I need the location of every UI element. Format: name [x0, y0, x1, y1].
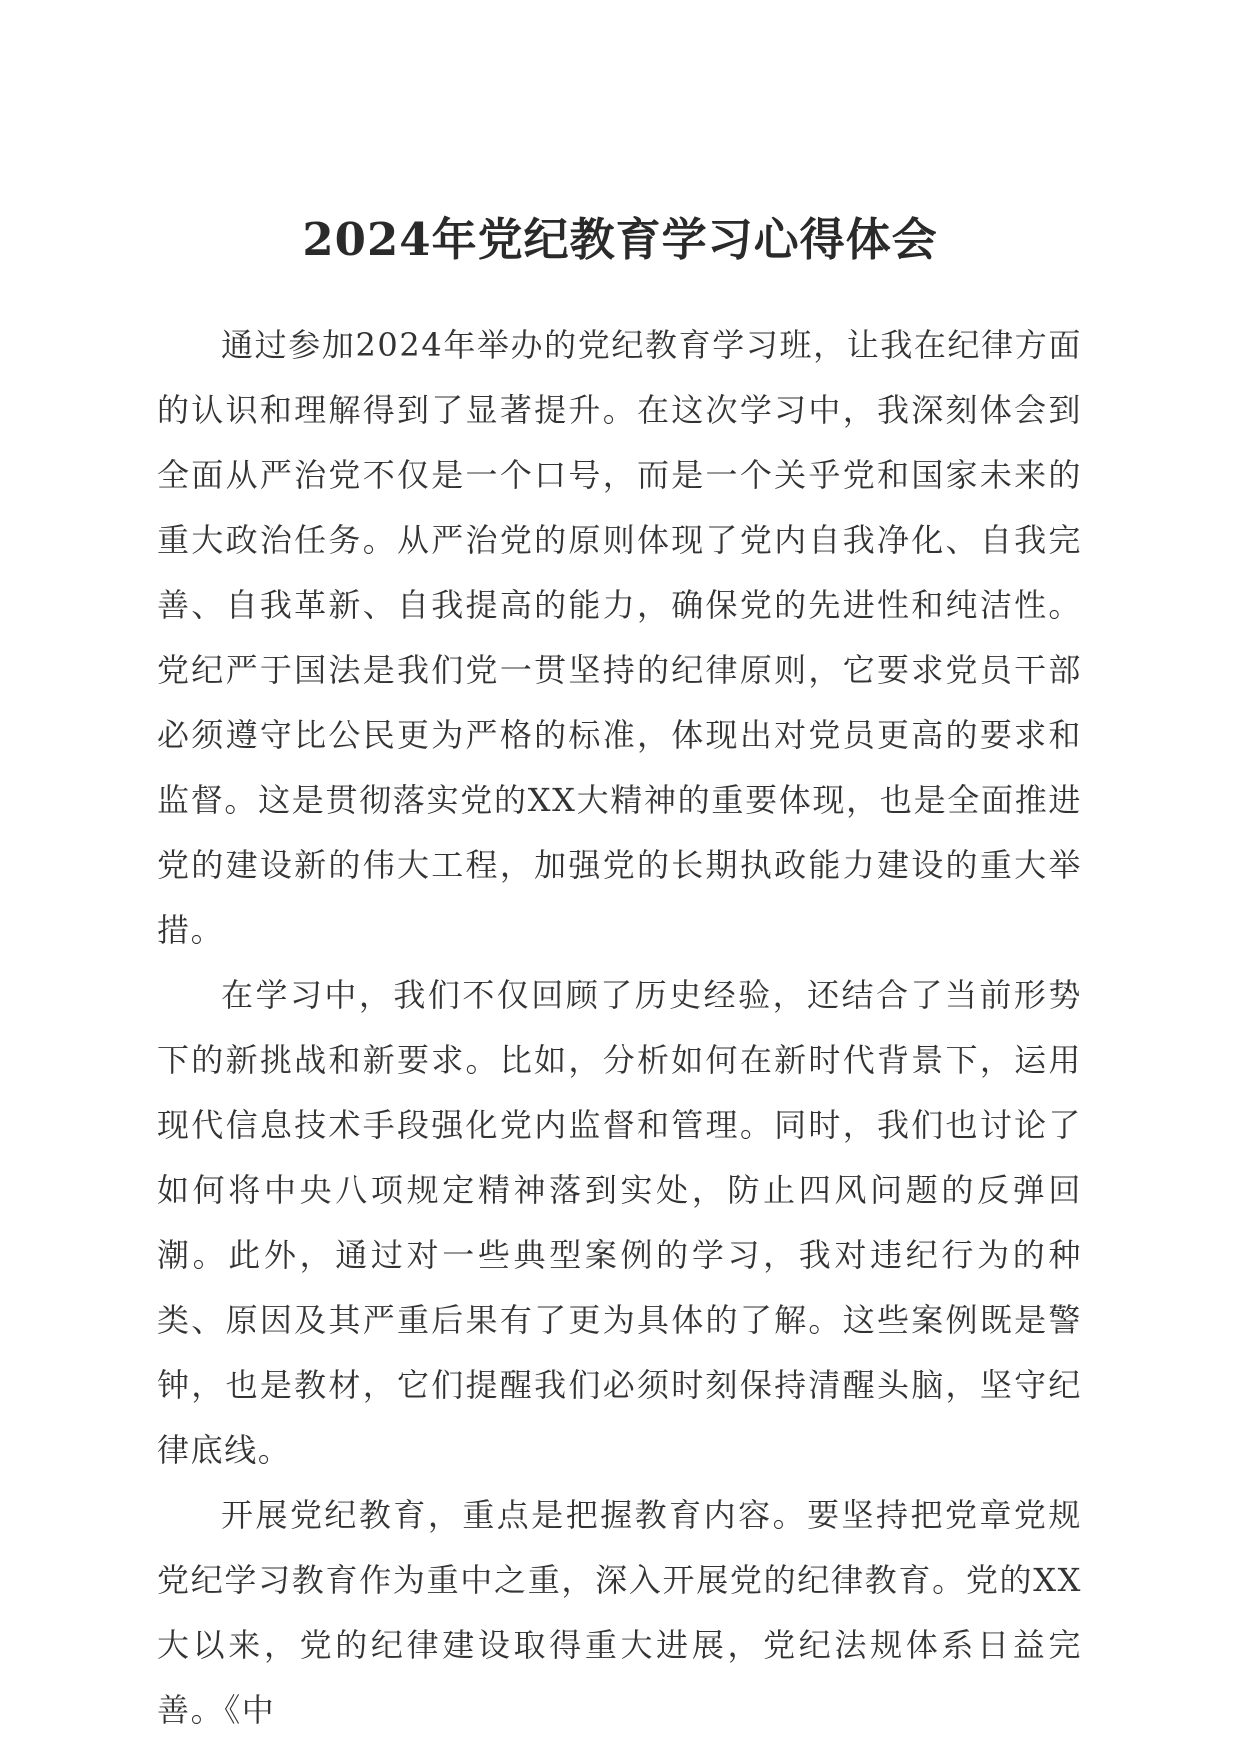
paragraph-3: 开展党纪教育，重点是把握教育内容。要坚持把党章党规党纪学习教育作为重中之重，深入开展党的纪律教育。党的XX大以来，党的纪律建设取得重大进展，党纪法规体系日益完善。《中: [157, 1496, 1082, 1729]
paragraph-1: 通过参加2024年举办的党纪教育学习班，让我在纪律方面的认识和理解得到了显著提升。在这次学习中，我深刻体会到全面从严治党不仅是一个口号，而是一个关乎党和国家未来的重大政治任务。从严治党的原则体现了党内自我净化、自我完善、自我革新、自我提高的能力，确保党的先进性和纯洁性。党纪严于国法是我们党一贯坚持的纪律原则，它要求党员干部必须遵守比公民更为严格的标准，体现出对党员更高的要求和监督。这是贯彻落实党的XX大精神的重要体现，也是全面推进党的建设新的伟大工程，加强党的长期执政能力建设的重大举措。: [157, 326, 1082, 949]
document-body: [157, 313, 1082, 1743]
document-title: 2024年党纪教育学习心得体会: [302, 213, 938, 266]
paragraph-2: 在学习中，我们不仅回顾了历史经验，还结合了当前形势下的新挑战和新要求。比如，分析如何在新时代背景下，运用现代信息技术手段强化党内监督和管理。同时，我们也讨论了如何将中央八项规定精神落到实处，防止四风问题的反弹回潮。此外，通过对一些典型案例的学习，我对违纪行为的种类、原因及其严重后果有了更为具体的了解。这些案例既是警钟，也是教材，它们提醒我们必须时刻保持清醒头脑，坚守纪律底线。: [157, 976, 1082, 1469]
